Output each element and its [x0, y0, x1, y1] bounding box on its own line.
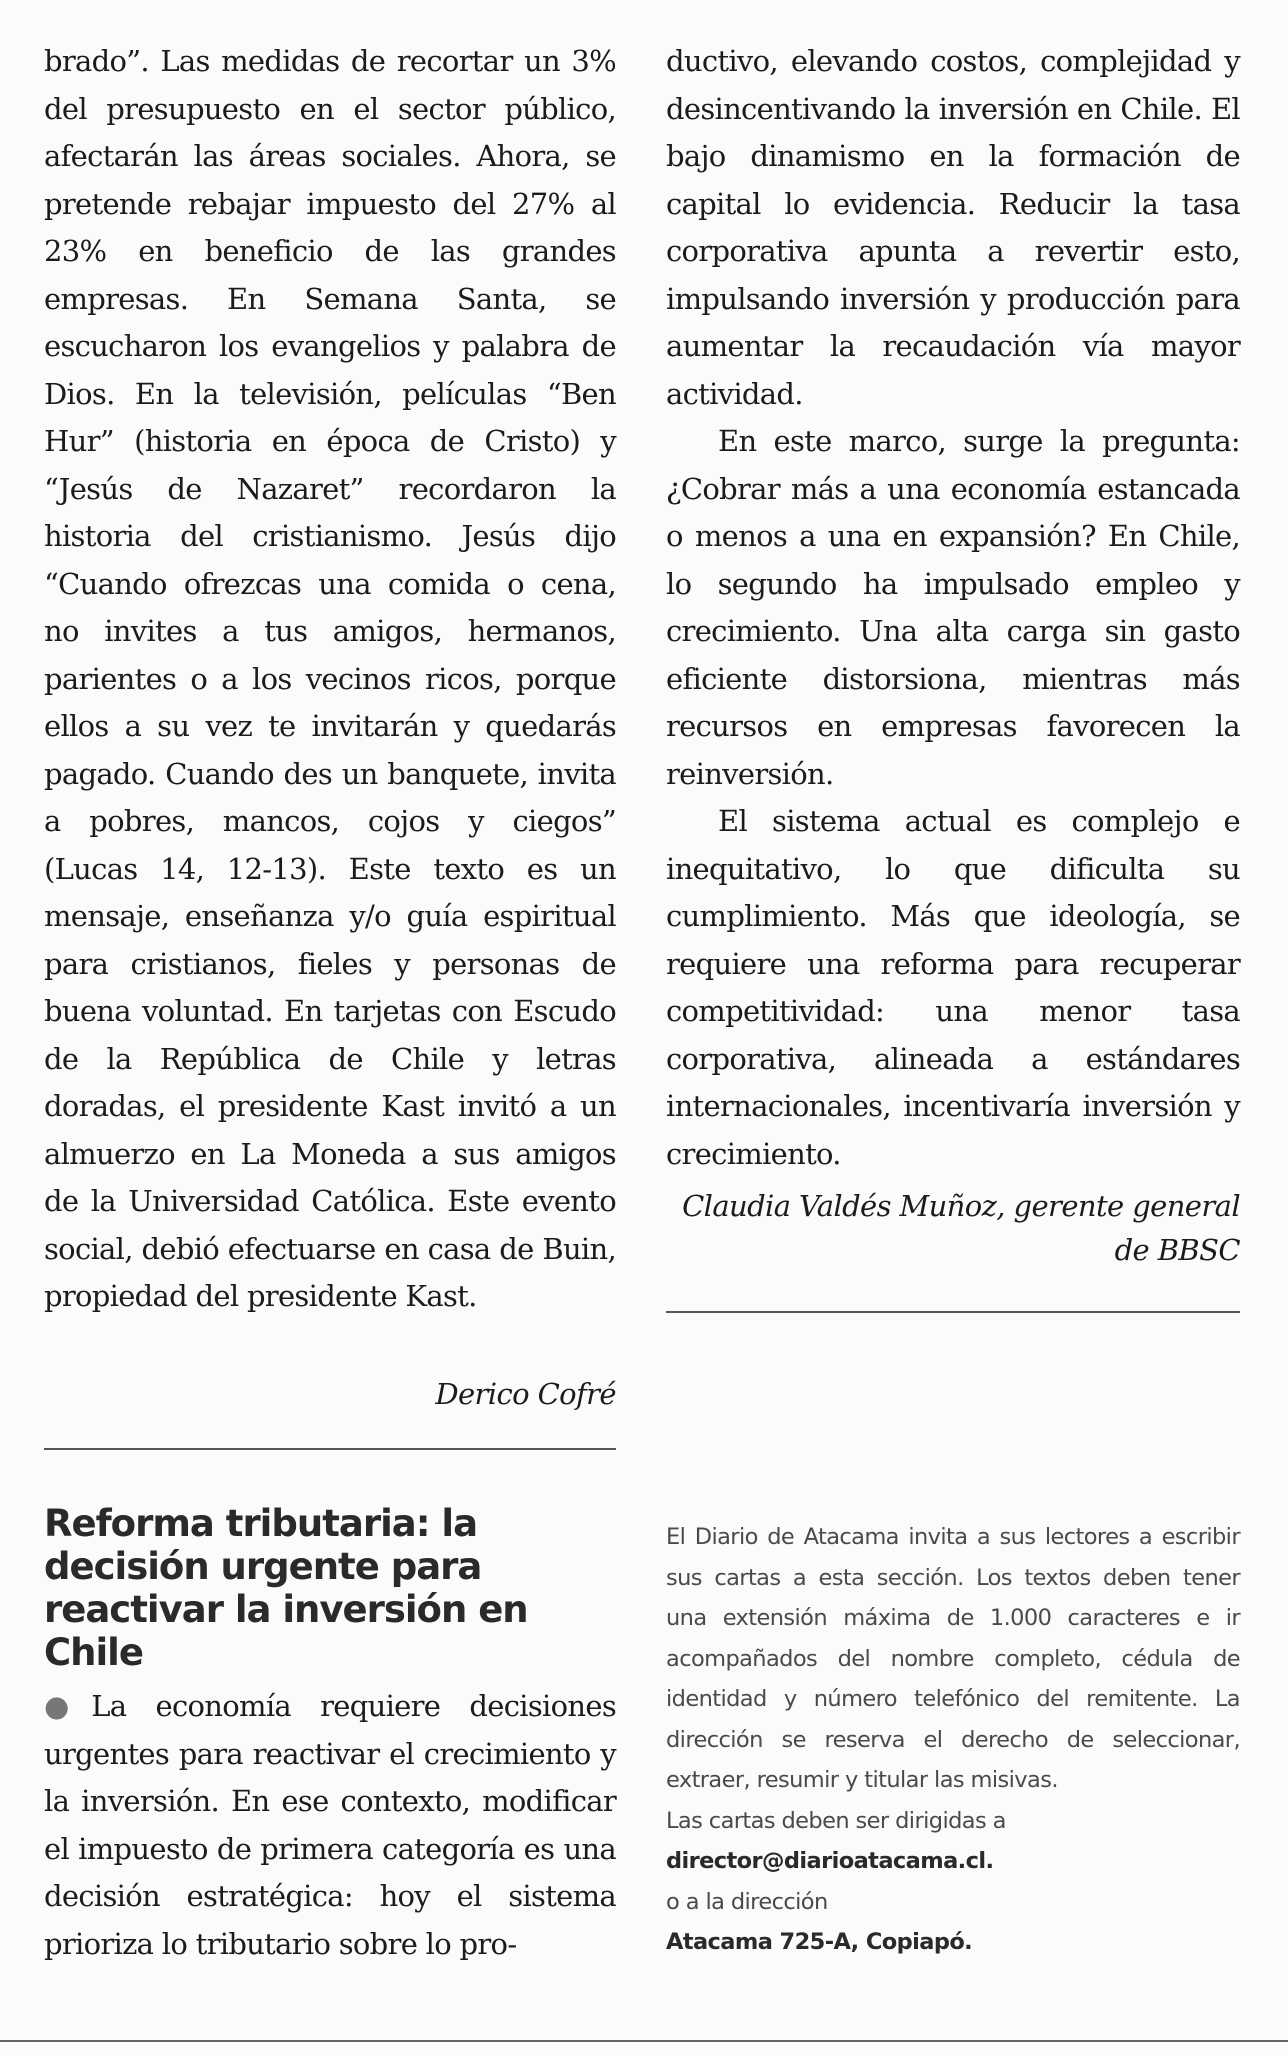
notice-email[interactable]: director@diarioatacama.cl. [666, 1848, 994, 1874]
right-letter-paragraph: En este marco, surge la pregunta: ¿Cobrar más a una economía estancada o menos a una en expansión? En Chile, lo segundo ha impulsado empleo y crecimiento. Una alta carga sin gasto eficiente distorsiona, mientras más recursos en empresas favorecen la reinversión. [666, 424, 1240, 791]
right-letter-signature: Claudia Valdés Muñoz, gerente general de BBSC [682, 1189, 1240, 1267]
right-letter-body [666, 38, 1240, 1178]
left-letter-signature: Derico Cofré [435, 1377, 616, 1411]
letter-headline: Reforma tributaria: la decisión urgente para reactivar la inversión en Chile [44, 1502, 528, 1674]
left-letter-body [44, 38, 616, 1321]
divider [666, 1311, 1240, 1313]
submission-notice [666, 1517, 1240, 1963]
notice-send-to: Las cartas deben ser dirigidas a [666, 1807, 1006, 1834]
divider [44, 1448, 616, 1450]
notice-text: El Diario de Atacama invita a sus lectores a escribir sus cartas a esta sección. Los textos deben tener una extensión máxima de 1.000 caracteres e ir acompañados del nombre completo, cédula de identidad y número telefónico del remitente. La dirección se reserva el derecho de seleccionar, extraer, resumir y titular las misivas. [666, 1524, 1240, 1793]
left-letter-text: brado”. Las medidas de recortar un 3% del presupuesto en el sector público, afectarán las áreas sociales. Ahora, se pretende rebajar impuesto del 27% al 23% en beneficio de las grandes empresas. En Semana Santa, se escucharon los evangelios y palabra de Dios. En la televisión, películas “Ben Hur” (historia en época de Cristo) y “Jesús de Nazaret” recordaron la historia del cristianismo. Jesús dijo “Cuando ofrezcas una comida o cena, no invites a tus amigos, hermanos, parientes o a los vecinos ricos, porque ellos a su vez te invitarán y quedarás pagado. Cuando des un banquete, invita a pobres, mancos, cojos y ciegos” (Lucas 14, 12-13). Este texto es un mensaje, enseñanza y/o guía espiritual para cristianos, fieles y personas de buena voluntad. En tarjetas con Escudo de la República de Chile y letras doradas, el presidente Kast invitó a un almuerzo en La Moneda a sus amigos de la Universidad Católica. Este evento social, debió efectuarse en casa de Buin, propiedad del presidente Kast. [44, 44, 616, 1313]
notice-or: o a la dirección [666, 1888, 828, 1915]
bullet-icon: ● [44, 1689, 90, 1723]
new-letter-text: La economía requiere decisiones urgentes para reactivar el crecimiento y la inversión. En ese contexto, modificar el impuesto de primera categoría es una decisión estratégica: hoy el sistema prioriza lo tributario sobre lo pro- [44, 1689, 616, 1961]
right-letter-paragraph: ductivo, elevando costos, complejidad y desincentivando la inversión en Chile. El bajo dinamismo en la formación de capital lo evidencia. Reducir la tasa corporativa apunta a revertir esto, impulsando inversión y producción para aumentar la recaudación vía mayor actividad. [666, 44, 1240, 411]
new-letter-body [44, 1683, 616, 1968]
notice-address: Atacama 725-A, Copiapó. [666, 1929, 973, 1955]
divider [0, 2040, 1288, 2042]
right-letter-paragraph: El sistema actual es complejo e inequitativo, lo que dificulta su cumplimiento. Más que ideología, se requiere una reforma para recuperar competitividad: una menor tasa corporativa, alineada a estándares internacionales, incentivaría inversión y crecimiento. [666, 804, 1240, 1171]
